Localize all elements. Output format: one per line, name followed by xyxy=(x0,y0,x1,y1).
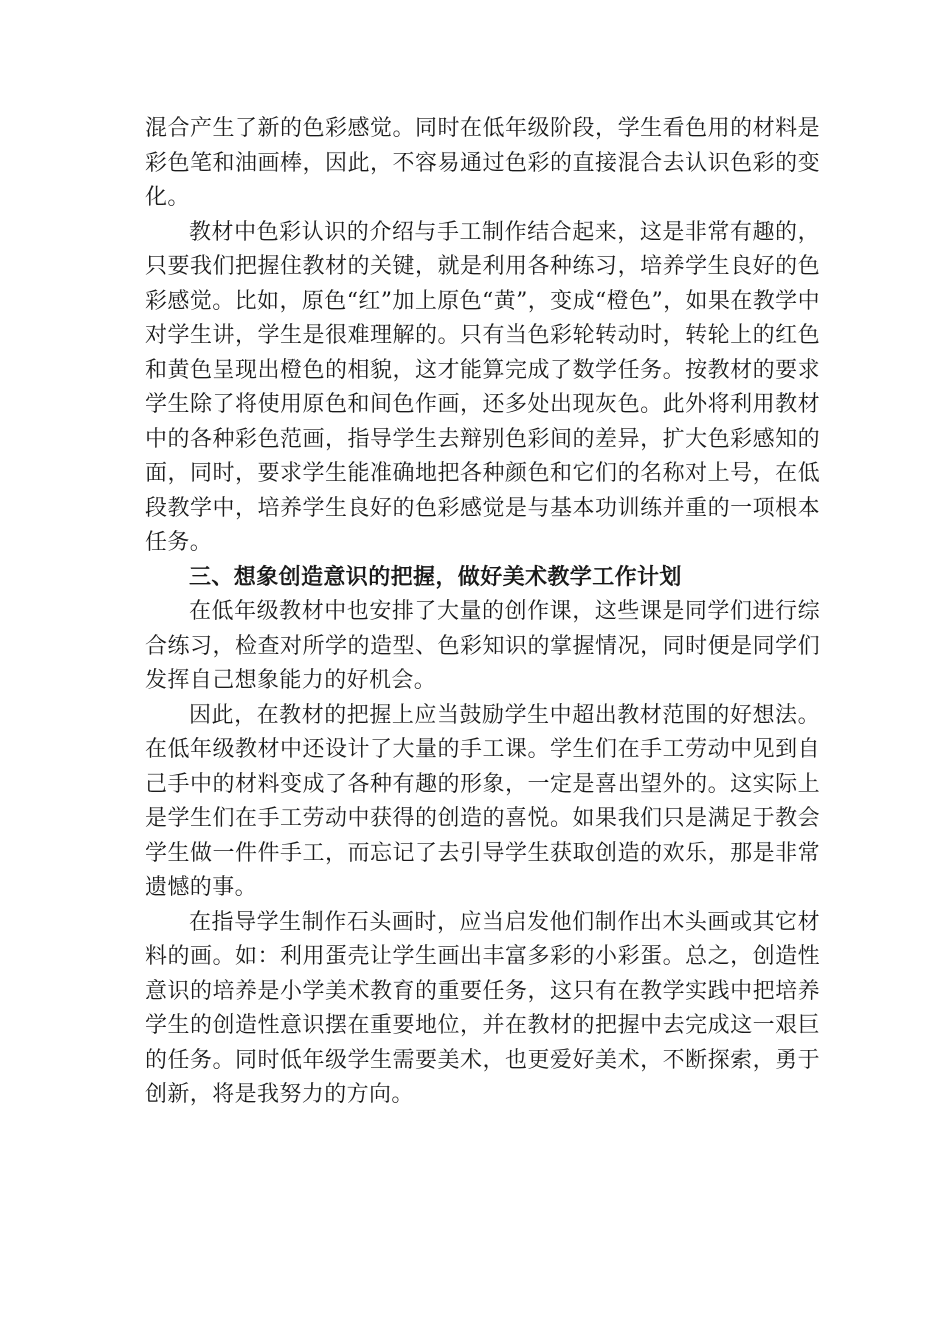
paragraph-continuation: 混合产生了新的色彩感觉。同时在低年级阶段，学生看色用的材料是彩色笔和油画棒，因此，不容易通过色彩的直接混合去认识色彩的变化。 xyxy=(145,116,820,210)
paragraph-color-teaching: 教材中色彩认识的介绍与手工制作结合起来，这是非常有趣的，只要我们把握住教材的关键，就是利用各种练习，培养学生良好的色彩感觉。比如，原色“红”加上原色“黄”，变成“橙色”，如果在教学中对学生讲，学生是很难理解的。只有当色彩轮转动时，转轮上的红色和黄色呈现出橙色的相貌，这才能算完成了数学任务。按教材的要求学生除了将使用原色和间色作画，还多处出现灰色。此外将利用教材中的各种彩色范画，指导学生去辩别色彩间的差异，扩大色彩感知的面，同时，要求学生能准确地把各种颜色和它们的名称对上号，在低段教学中，培养学生良好的色彩感觉是与基本功训练并重的一项根本任务。 xyxy=(145,219,820,555)
document-body xyxy=(145,112,820,1113)
paragraph-stone-painting: 在指导学生制作石头画时，应当启发他们制作出木头画或其它材料的画。如：利用蛋壳让学生画出丰富多彩的小彩蛋。总之，创造性意识的培养是小学美术教育的重要任务，这只有在教学实践中把培养学生的创造性意识摆在重要地位，并在教材的把握中去完成这一艰巨的任务。同时低年级学生需要美术，也更爱好美术，不断探索，勇于创新，将是我努力的方向。 xyxy=(145,909,820,1107)
paragraph-handcraft: 因此，在教材的把握上应当鼓励学生中超出教材范围的好想法。在低年级教材中还设计了大量的手工课。学生们在手工劳动中见到自己手中的材料变成了各种有趣的形象，一定是喜出望外的。这实际上是学生们在手工劳动中获得的创造的喜悦。如果我们只是满足于教会学生做一件件手工，而忘记了去引导学生获取创造的欢乐，那是非常遗憾的事。 xyxy=(145,702,820,900)
section-heading-3: 三、想象创造意识的把握，做好美术教学工作计划 xyxy=(189,564,682,590)
paragraph-creative-lessons: 在低年级教材中也安排了大量的创作课，这些课是同学们进行综合练习，检查对所学的造型、色彩知识的掌握情况，同时便是同学们发挥自己想象能力的好机会。 xyxy=(145,599,820,693)
